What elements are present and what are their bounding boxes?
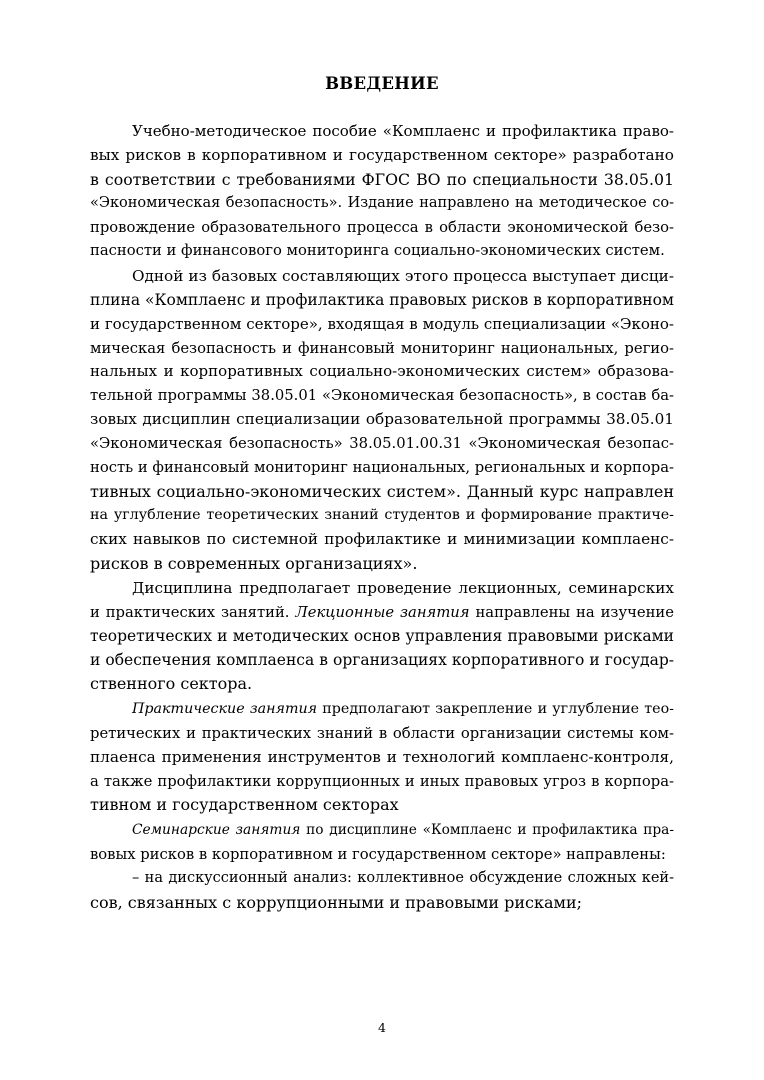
paragraph-4-line: а также профилактики коррупционных и иных правовых угроз в корпора-: [90, 772, 674, 790]
paragraph-4-line: [90, 698, 674, 722]
body-text: [90, 120, 674, 914]
paragraph-2-line: ность и финансовый мониторинг национальных, региональных и корпора-: [90, 458, 674, 476]
paragraph-2-line: мическая безопасность и финансовый мониторинг национальных, регио-: [90, 339, 674, 357]
page-number: 4: [378, 1020, 386, 1035]
paragraph-1-line: «Экономическая безопасность». Издание направлено на методическое со-: [90, 194, 674, 211]
list-item-line: сов, связанных с коррупционными и правовыми рисками;: [90, 892, 583, 912]
paragraph-2-line: «Экономическая безопасность» 38.05.01.00.31 «Экономическая безопас-: [90, 435, 674, 453]
paragraph-2-line: Одной из базовых составляющих этого процесса выступает дисци-: [132, 266, 674, 285]
section-heading: ВВЕДЕНИЕ: [325, 74, 439, 93]
paragraph-2-line: на углубление теоретических знаний студентов и формирование практиче-: [90, 506, 674, 523]
paragraph-2-line: зовых дисциплин специализации образовательной программы 38.05.01: [90, 410, 674, 429]
paragraph-2-line: тивных социально-экономических систем». Данный курс направлен: [90, 481, 674, 501]
paragraph-3-line: и обеспечения комплаенса в организациях корпоративного и государ-: [90, 650, 674, 669]
paragraph-1-line: вых рисков в корпоративном и государственном секторе» разработано: [90, 145, 674, 164]
paragraph-2-line: рисков в современных организациях».: [90, 553, 418, 573]
paragraph-3-line: теоретических и методических основ управления правовыми рисками: [90, 626, 674, 645]
paragraph-3-line: [90, 601, 674, 625]
paragraph-2-line: ских навыков по системной профилактике и минимизации комплаенс-: [90, 529, 674, 548]
lecture-classes-term: Лекционные занятия: [295, 603, 470, 621]
paragraph-2-line: нальных и корпоративных социально-экономических систем» образова-: [90, 362, 674, 381]
paragraph-4-text: предполагают закрепление и углубление тео-: [317, 700, 674, 717]
paragraph-2-line: и государственном секторе», входящая в модуль специализации «Эконо-: [90, 314, 674, 333]
paragraph-3-line: ственного сектора.: [90, 674, 253, 694]
paragraph-5-text: по дисциплине «Комплаенс и профилактика пра-: [300, 821, 674, 838]
paragraph-1-line: в соответствии с требованиями ФГОС ВО по специальности 38.05.01: [90, 169, 674, 189]
paragraph-5-line: вовых рисков в корпоративном и государственном секторе» направлены:: [90, 845, 666, 863]
paragraph-1-line: Учебно-методическое пособие «Комплаенс и профилактика право-: [132, 122, 674, 140]
seminar-classes-term: Семинарские занятия: [132, 821, 301, 838]
paragraph-3-text: направлены на изучение: [469, 603, 674, 621]
paragraph-3-text: и практических занятий.: [90, 603, 296, 621]
paragraph-4-line: тивном и государственном секторах: [90, 795, 399, 815]
paragraph-1-line: пасности и финансового мониторинга социально-экономических систем.: [90, 242, 665, 260]
paragraph-4-line: плаенса применения инструментов и технологий комплаенс-контроля,: [90, 747, 674, 766]
paragraph-3-line: Дисциплина предполагает проведение лекционных, семинарских: [132, 578, 674, 597]
paragraph-2-line: тельной программы 38.05.01 «Экономическая безопасность», в состав ба-: [90, 387, 674, 405]
list-item-line: – на дискуссионный анализ: коллективное обсуждение сложных кей-: [132, 869, 674, 886]
paragraph-1-line: провождение образовательного процесса в области экономической безо-: [90, 218, 674, 236]
paragraph-5-line: [90, 819, 674, 843]
paragraph-2-line: плина «Комплаенс и профилактика правовых рисков в корпоративном: [90, 290, 674, 309]
practical-classes-term: Практические занятия: [132, 700, 318, 717]
paragraph-4-line: ретических и практических знаний в области организации системы ком-: [90, 724, 674, 742]
